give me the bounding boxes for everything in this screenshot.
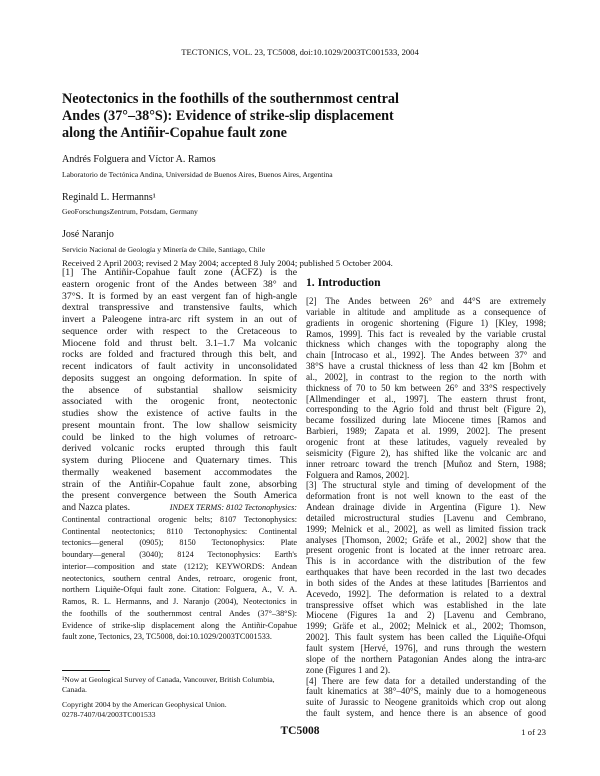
title-line: along the Antiñir-Copahue fault zone [62,125,287,142]
text-line: interior—composition and state (1212); KEYWORDS: Andean [62,561,297,571]
text-line: 37°S. It is formed by an east vergent fan of high-angle [62,290,297,302]
text-line: 2002]. This fault system has been called the Liquiñe-Ofqui [306,632,546,643]
text-line: earthquakes that have been recorded in the last two decades [306,567,546,578]
text-line: 1999; Melnick et al., 2002], as well as limited fission track [306,523,546,534]
text-line: analyses [Thomson, 2002; Gräfe et al., 2002] show that the [306,534,546,545]
text-line: Continental neotectonics; 8110 Tectonophysics: Continental [62,526,297,536]
footnote: ¹Now at Geological Survey of Canada, Vancouver, British Columbia, Canada. [62,675,275,694]
author-affiliation: Laboratorio de Tectónica Andina, Universidad de Buenos Aires, Buenos Aires, Argentina [62,170,333,179]
text-line: system during Pliocene and Quaternary times. This [62,455,297,466]
text-line: suite of Jurassic to Neogene granitoids which crop out along [306,697,546,708]
text-line: fault zone, Tectonics, 23, TC5008, doi:10.1029/2003TC001533. [62,632,272,642]
text-line: eastern orogenic front of the Andes between 38° and [62,278,297,290]
text-line: the fault system, and hence there is an absence of good [306,708,546,719]
text-line: [2] The Andes between 26° and 44°S are extremely [306,296,546,306]
publication-dates: Received 2 April 2003; revised 2 May 2004; accepted 8 July 2004; published 5 October 2004. [62,258,393,268]
text-line: Ramos, 1999]. This fact is revealed by the variable crustal [306,328,546,339]
text-line: Barbieri, 1989; Zapata et al. 1999, 2002]. The present [306,426,546,437]
author-affiliation: GeoForschungsZentrum, Potsdam, Germany [62,207,198,216]
text-line: [Allmendinger et al., 1997]. The eastern thrust front, [306,393,546,404]
text-line: [4] There are few data for a detailed understanding of the [306,675,546,686]
text-line: seismicity (Figure 2), has shifted like the volcanic arc and [306,447,546,458]
text-line: fault system [Hervé, 1976], and runs through the western [306,643,546,653]
text-line: fault kinematics at 38°–40°S, mainly due to a homogeneous [306,686,546,697]
page-number: 1 of 23 [521,727,546,737]
text-line: Miocene fold and thrust belt. 3.1–1.7 Ma volcanic [62,337,297,349]
text-line: gradients in orogenic shortening (Figure 1) [Kley, 1998; [306,317,546,328]
text-line: present mountain front. The low shallow seismicity [62,419,297,431]
text-line: 38°S have a crustal thickness of less than 42 km [Bohm et [306,361,546,372]
text-line: tectonics—general (0905); 8150 Tectonophysics: Plate [62,538,297,548]
issn-code: 0278-7407/04/2003TC001533 [62,710,156,719]
text-line: zone (Figures 1 and 2). [306,664,391,675]
text-line: variable in altitude and amplitude as a consequence of [306,306,546,317]
text-line: Acevedo, 1992]. The deformation is related to a dextral [306,588,546,599]
index-terms-start: INDEX TERMS: 8102 Tectonophysics: [169,503,297,512]
author-names: José Naranjo [62,229,114,240]
text-line: could be linked to the high volumes of retroarc- [62,431,297,443]
text-line: deposits suggest an ongoing deformation. In spite of [62,372,297,384]
abstract [62,267,297,643]
text-line: 1999; Gräfe et al., 2002; Melnick et al., 2002; Thomson, [306,621,546,632]
text-line: in both sides of the Andes at these latitudes [Barrientos and [306,577,546,588]
text-line: sequence order with respect to the Cretaceous to [62,325,297,337]
author-names: Reginald L. Hermanns¹ [62,192,156,203]
footnote-rule [62,670,110,671]
text-line: rocks are folded and fractured through this belt, and [62,349,297,361]
text-line: Ramos, R. L. Hermanns, and J. Naranjo (2004), Neotectonics in [62,597,297,606]
text-line: the present convergence between the South America [62,490,297,502]
introduction-body [306,296,546,719]
text-line: slope of the northern Patagonian Andes along the intra-arc [306,653,546,664]
abstract-last-line: and Nazca plates. [62,502,131,513]
article-id: TC5008 [280,725,320,737]
text-line: corresponding to the Agrio fold and thrust belt (Figure 2), [306,404,546,415]
text-line: invert a Paleogene intra-arc rift system in an out of [62,314,297,325]
text-line: [1] The Antiñir-Copahue fault zone (ACFZ) is the [62,267,297,278]
text-line: Continental contractional orogenic belts; 8107 Tectonophysics: [62,514,297,524]
text-line: orogenic front at these latitudes, vaguely revealed by [306,436,546,447]
text-line: dextral transpressive and transtensive faults, which [62,302,297,314]
text-line: boundary—general (3040); 8124 Tectonophysics: Earth's [62,550,297,559]
text-line: chain [Introcaso et al., 1992]. The Andes between 37° and [306,350,546,361]
text-line: the foothills of the southernmost central Andes (37°–38°S): [62,608,297,618]
article-title [62,91,482,143]
text-line: Andean drainage divide in Argentina (Figure 1). New [306,502,546,513]
text-line: thermally weakened basement accommodates the [62,466,297,478]
text-line: derived volcanic rocks erupted through this fault [62,443,297,455]
text-line: Evidence of strike-slip displacement along the Antiñir-Copahue [62,620,297,630]
text-line: deformation front is not well known to the east of the [306,491,546,502]
text-line: al., 2002], in contrast to the region to the north with [306,371,546,382]
text-line: northern Liquiñe-Ofqui fault zone. Citation: Folguera, A., V. A. [62,585,297,595]
text-line: This is in accordance with the distribution of the few [306,556,546,567]
text-line: studies show the existence of active faults in the [62,408,297,419]
text-line: Miocene (Figures 1a and 2) [Lavenu and Cembrano, [306,610,546,621]
text-line: neotectonics, southern central Andes, retroarc, orogenic front, [62,573,297,583]
text-line: thickness which changes with the topography along the [306,339,546,350]
author-names: Andrés Folguera and Víctor A. Ramos [62,154,216,165]
text-line: present orogenic front is located at the inner retroarc area. [306,545,546,556]
text-line: detailed microstructural studies [Lavenu and Cembrano, [306,512,546,523]
author-affiliation: Servicio Nacional de Geología y Minería de Chile, Santiago, Chile [62,245,266,254]
copyright: Copyright 2004 by the American Geophysical Union. [62,700,227,709]
text-line: strain of the Antiñir-Copahue fault zone, absorbing [62,478,297,490]
running-header: TECTONICS, VOL. 23, TC5008, doi:10.1029/2003TC001533, 2004 [181,47,419,57]
text-line: [3] The structural style and timing of development of the [306,480,546,491]
text-line: inner retroarc toward the trench [Muñoz and Stern, 1988; [306,458,546,469]
title-line: Neotectonics in the foothills of the southernmost central [62,91,399,107]
text-line: became fossilized during late Miocene times [Ramos and [306,415,546,426]
abstract-line [62,502,297,514]
text-line: Folguera and Ramos, 2002]. [306,469,410,480]
text-line: recent indicators of fault activity in unconsolidated [62,361,297,372]
section-heading: 1. Introduction [306,276,381,289]
text-line: associated with the orogenic front, neotectonic [62,396,297,408]
text-line: transpressive offset which was established in the late [306,599,546,610]
text-line: thickness of 70 to 50 km between 26° and 33°S respectively [306,382,546,393]
text-line: the absence of substantial shallow seismicity [62,384,297,396]
title-line: Andes (37°–38°S): Evidence of strike-slip displacement [62,108,394,125]
